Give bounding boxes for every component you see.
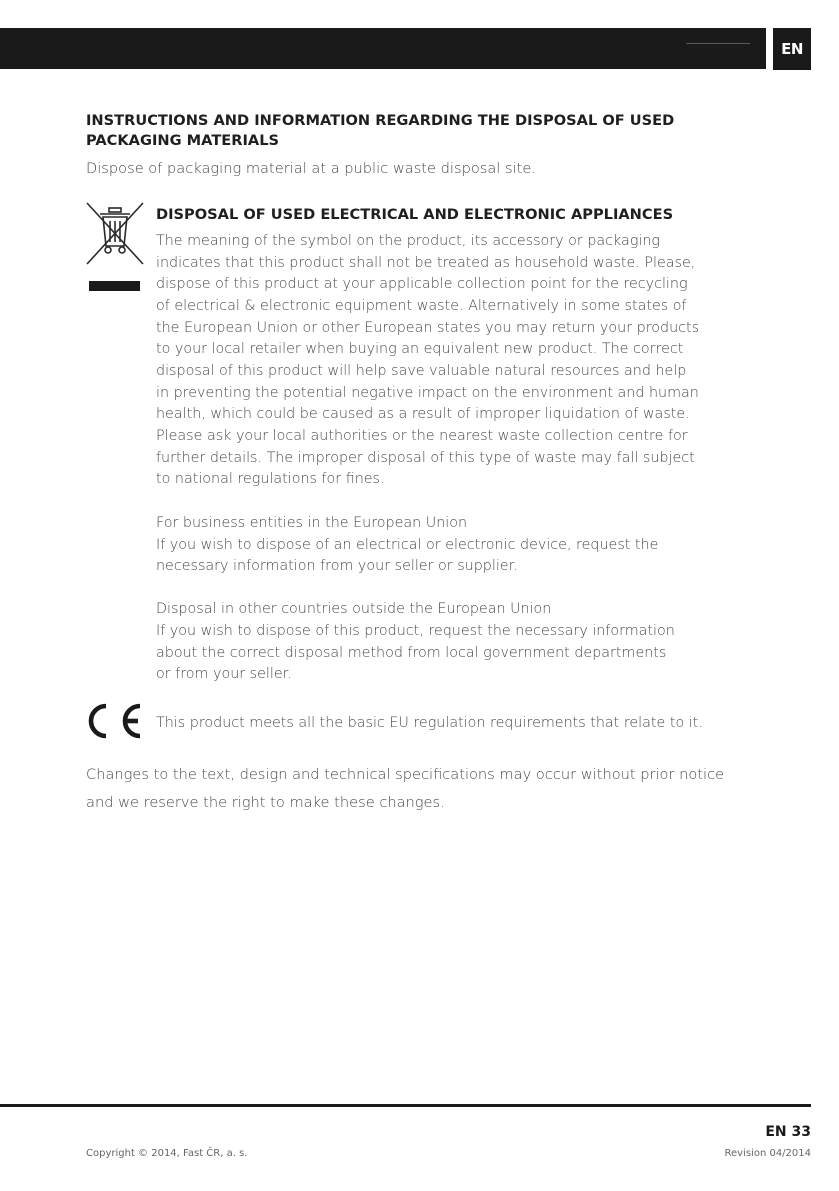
paragraph-line: dispose of this product at your applicable collection point for the recycling [156, 276, 688, 292]
paragraph-line: health, which could be caused as a result of improper liquidation of waste. [156, 406, 690, 422]
paragraph-line: the European Union or other European states you may return your products [156, 320, 700, 336]
page-number: EN 33 [765, 1124, 811, 1140]
paragraph-line: to your local retailer when buying an equivalent new product. The correct [156, 341, 684, 357]
packaging-text: Dispose of packaging material at a public waste disposal site. [86, 160, 536, 177]
paragraph-line: of electrical & electronic equipment waste. Alternatively in some states of [156, 298, 687, 314]
weee-heading: DISPOSAL OF USED ELECTRICAL AND ELECTRONIC APPLIANCES [156, 206, 674, 223]
paragraph-line: necessary information from your seller or supplier. [156, 558, 518, 574]
paragraph-line: and we reserve the right to make these changes. [86, 794, 445, 811]
language-tab: EN [773, 28, 811, 70]
copyright-text: Copyright © 2014, Fast ČR, a. s. [86, 1148, 248, 1159]
paragraph-line: Please ask your local authorities or the nearest waste collection centre for [156, 428, 688, 444]
paragraph-line: to national regulations for fines. [156, 471, 385, 487]
header-bar [0, 28, 766, 69]
header-bar-accent-line [686, 43, 750, 44]
paragraph-line: further details. The improper disposal of this type of waste may fall subject [156, 450, 695, 466]
packaging-heading-line-1: INSTRUCTIONS AND INFORMATION REGARDING THE DISPOSAL OF USED [86, 112, 675, 129]
ce-mark-icon [82, 702, 144, 740]
outside-eu-title: Disposal in other countries outside the European Union [156, 601, 552, 617]
paragraph-line: Changes to the text, design and technical specifications may occur without prior notice [86, 766, 725, 783]
business-title: For business entities in the European Union [156, 515, 468, 531]
weee-solid-bar [89, 281, 140, 291]
packaging-heading-line-2: PACKAGING MATERIALS [86, 132, 280, 149]
ce-statement: This product meets all the basic EU regulation requirements that relate to it. [156, 715, 703, 731]
paragraph-line: If you wish to dispose of an electrical or electronic device, request the [156, 537, 659, 553]
revision-text: Revision 04/2014 [724, 1148, 811, 1159]
paragraph-line: disposal of this product will help save valuable natural resources and help [156, 363, 687, 379]
crossed-out-wheelie-bin-icon [84, 200, 146, 272]
footer-rule [0, 1104, 811, 1107]
paragraph-line: If you wish to dispose of this product, request the necessary information [156, 623, 675, 639]
paragraph-line: indicates that this product shall not be treated as household waste. Please, [156, 255, 696, 271]
paragraph-line: or from your seller. [156, 666, 292, 682]
paragraph-line: about the correct disposal method from local government departments [156, 645, 667, 661]
paragraph-line: The meaning of the symbol on the product, its accessory or packaging [156, 233, 661, 249]
paragraph-line: in preventing the potential negative impact on the environment and human [156, 385, 699, 401]
